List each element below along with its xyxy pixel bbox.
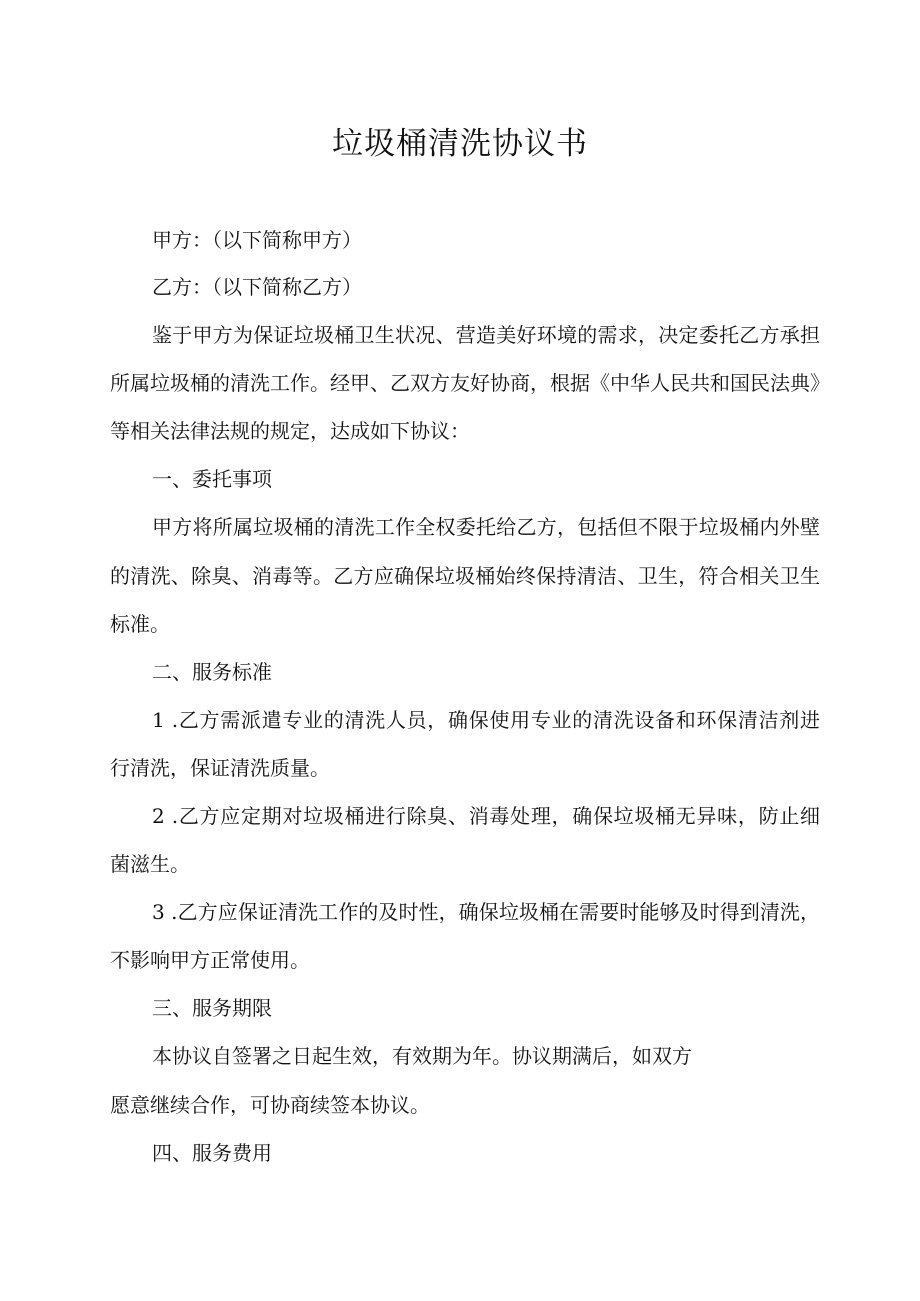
section2-item1-line-2: 行清洗，保证清洗质量。 bbox=[110, 756, 330, 780]
preamble-line-2: 所属垃圾桶的清洗工作。经甲、乙双方友好协商，根据《中华人民共和国民法典》 bbox=[110, 371, 830, 395]
section2-item1-line-1: 1 .乙方需派遣专业的清洗人员，确保使用专业的清洗设备和环保清洁剂进 bbox=[152, 708, 820, 732]
section2-item2-line-1: 2 .乙方应定期对垃圾桶进行除臭、消毒处理，确保垃圾桶无异味，防止细 bbox=[152, 804, 820, 828]
section2-item3-line-2: 不影响甲方正常使用。 bbox=[110, 948, 310, 972]
preamble-line-3: 等相关法律法规的规定，达成如下协议： bbox=[110, 419, 470, 443]
party-a-line: 甲方：（以下简称甲方） bbox=[152, 228, 362, 252]
section3-line-2: 愿意继续合作，可协商续签本协议。 bbox=[110, 1093, 430, 1117]
section2-item3-line-1: 3 .乙方应保证清洗工作的及时性，确保垃圾桶在需要时能够及时得到清洗， bbox=[152, 900, 820, 924]
party-b-line: 乙方：（以下简称乙方） bbox=[152, 275, 362, 299]
section4-heading: 四、服务费用 bbox=[152, 1141, 272, 1165]
section3-heading: 三、服务期限 bbox=[152, 996, 272, 1020]
section2-heading: 二、服务标准 bbox=[152, 660, 272, 684]
section2-item2-line-2: 菌滋生。 bbox=[110, 852, 190, 876]
section1-line-2: 的清洗、除臭、消毒等。乙方应确保垃圾桶始终保持清洁、卫生，符合相关卫生 bbox=[110, 564, 820, 588]
document-title: 垃圾桶清洗协议书 bbox=[332, 126, 588, 162]
section1-line-3: 标准。 bbox=[110, 612, 170, 636]
section1-line-1: 甲方将所属垃圾桶的清洗工作全权委托给乙方，包括但不限于垃圾桶内外壁 bbox=[152, 515, 820, 539]
section3-line-1: 本协议自签署之日起生效，有效期为年。协议期满后，如双方 bbox=[152, 1044, 692, 1068]
preamble-line-1: 鉴于甲方为保证垃圾桶卫生状况、营造美好环境的需求，决定委托乙方承担 bbox=[152, 323, 820, 347]
section1-heading: 一、委托事项 bbox=[152, 467, 272, 491]
